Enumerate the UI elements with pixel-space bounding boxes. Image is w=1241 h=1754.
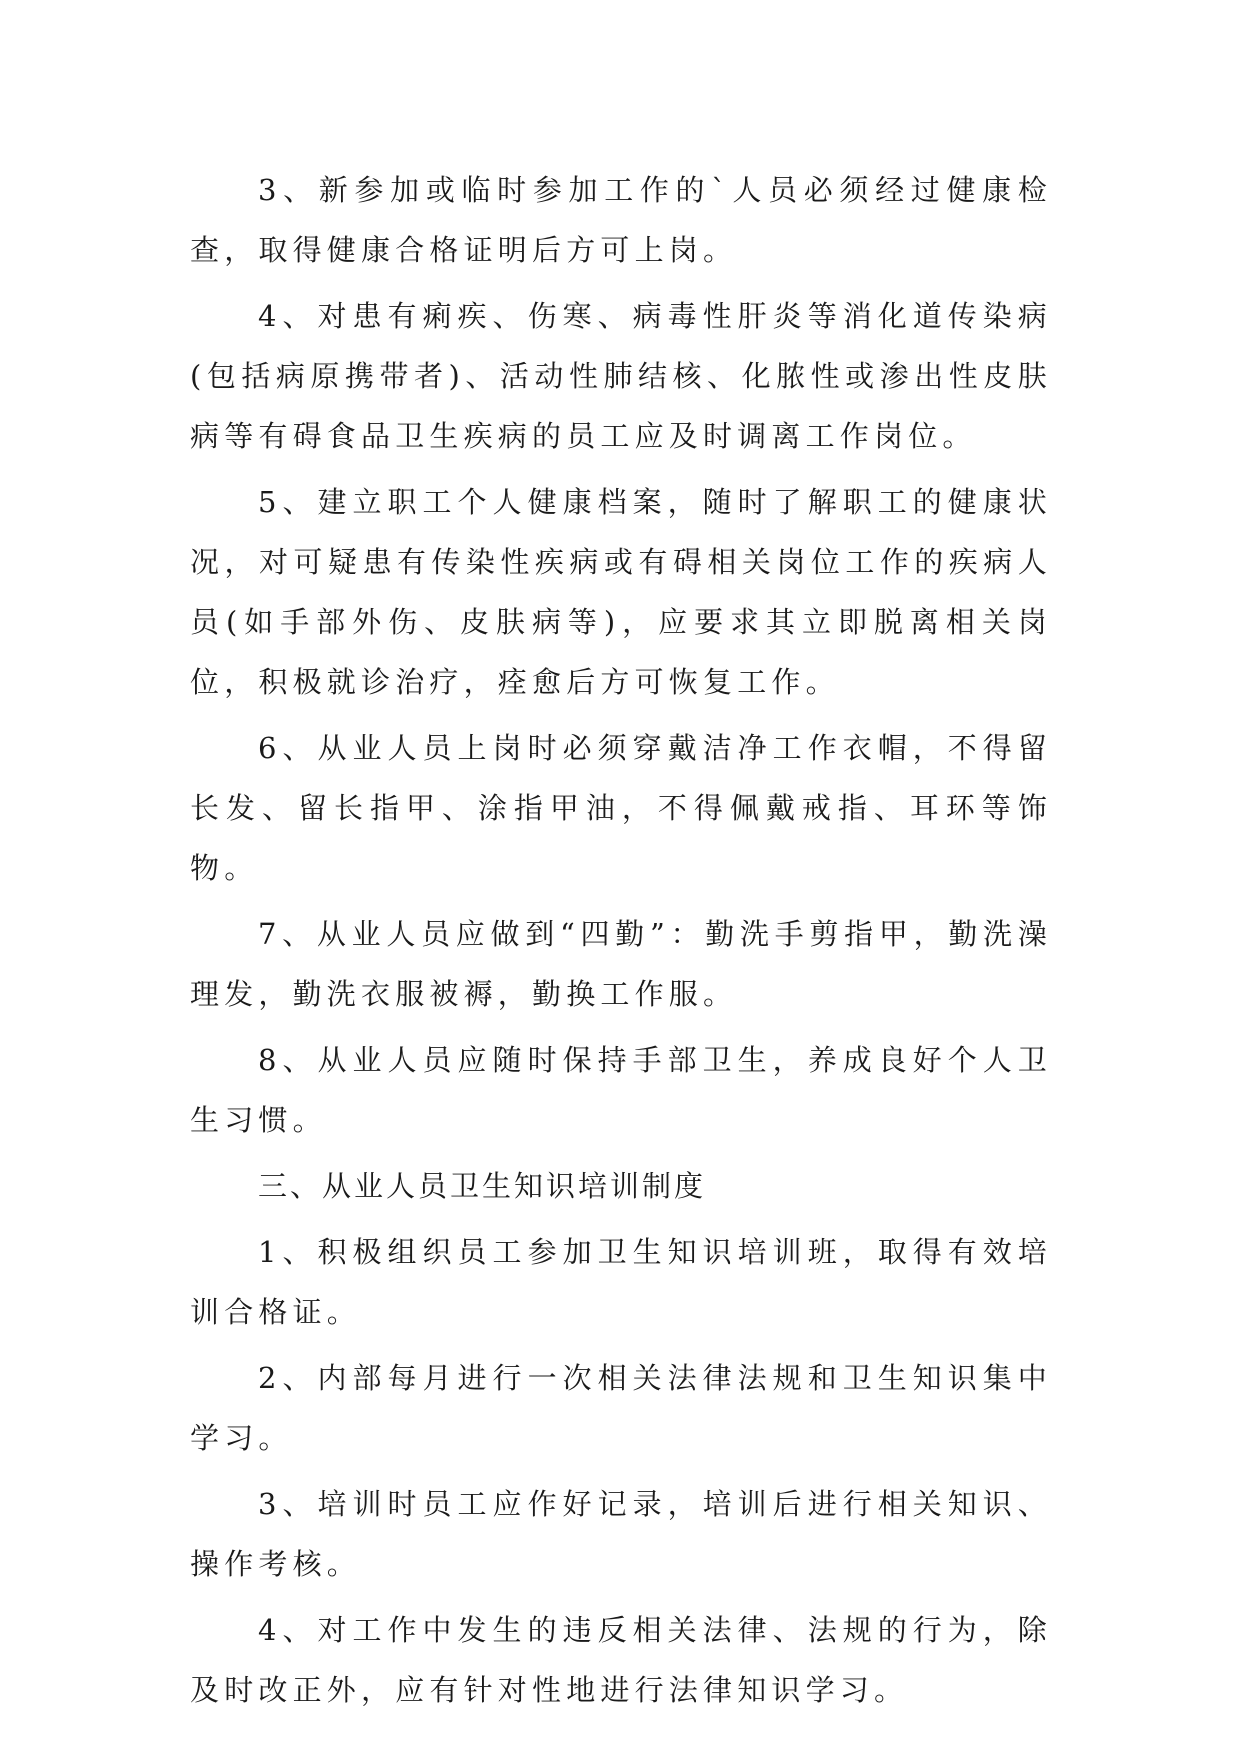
paragraph-health-check: 3、新参加或临时参加工作的`人员必须经过健康检查，取得健康合格证明后方可上岗。 [190, 173, 1052, 267]
paragraph-four-diligences: 7、从业人员应做到“四勤”：勤洗手剪指甲，勤洗澡理发，勤洗衣服被褥，勤换工作服。 [190, 917, 1052, 1011]
paragraph-work-attire: 6、从业人员上岗时必须穿戴洁净工作衣帽，不得留长发、留长指甲、涂指甲油，不得佩戴戒指、耳环等饰物。 [190, 731, 1052, 885]
paragraph-monthly-study: 2、内部每月进行一次相关法律法规和卫生知识集中学习。 [190, 1361, 1052, 1455]
paragraph-training-class: 1、积极组织员工参加卫生知识培训班，取得有效培训合格证。 [190, 1235, 1052, 1329]
section-heading-training: 三、从业人员卫生知识培训制度 [258, 1169, 707, 1203]
paragraph-training-records: 3、培训时员工应作好记录，培训后进行相关知识、操作考核。 [190, 1487, 1052, 1581]
paragraph-health-records: 5、建立职工个人健康档案，随时了解职工的健康状况，对可疑患有传染性疾病或有碍相关岗位工作的疾病人员(如手部外伤、皮肤病等)，应要求其立即脱离相关岗位，积极就诊治疗，痊愈后方可恢复工作。 [190, 485, 1052, 699]
document-page [190, 160, 1052, 1726]
paragraph-hand-hygiene: 8、从业人员应随时保持手部卫生，养成良好个人卫生习惯。 [190, 1043, 1052, 1137]
paragraph-violation-study: 4、对工作中发生的违反相关法律、法规的行为，除及时改正外，应有针对性地进行法律知识学习。 [190, 1613, 1052, 1707]
paragraph-disease-removal: 4、对患有痢疾、伤寒、病毒性肝炎等消化道传染病(包括病原携带者)、活动性肺结核、化脓性或渗出性皮肤病等有碍食品卫生疾病的员工应及时调离工作岗位。 [190, 299, 1052, 453]
